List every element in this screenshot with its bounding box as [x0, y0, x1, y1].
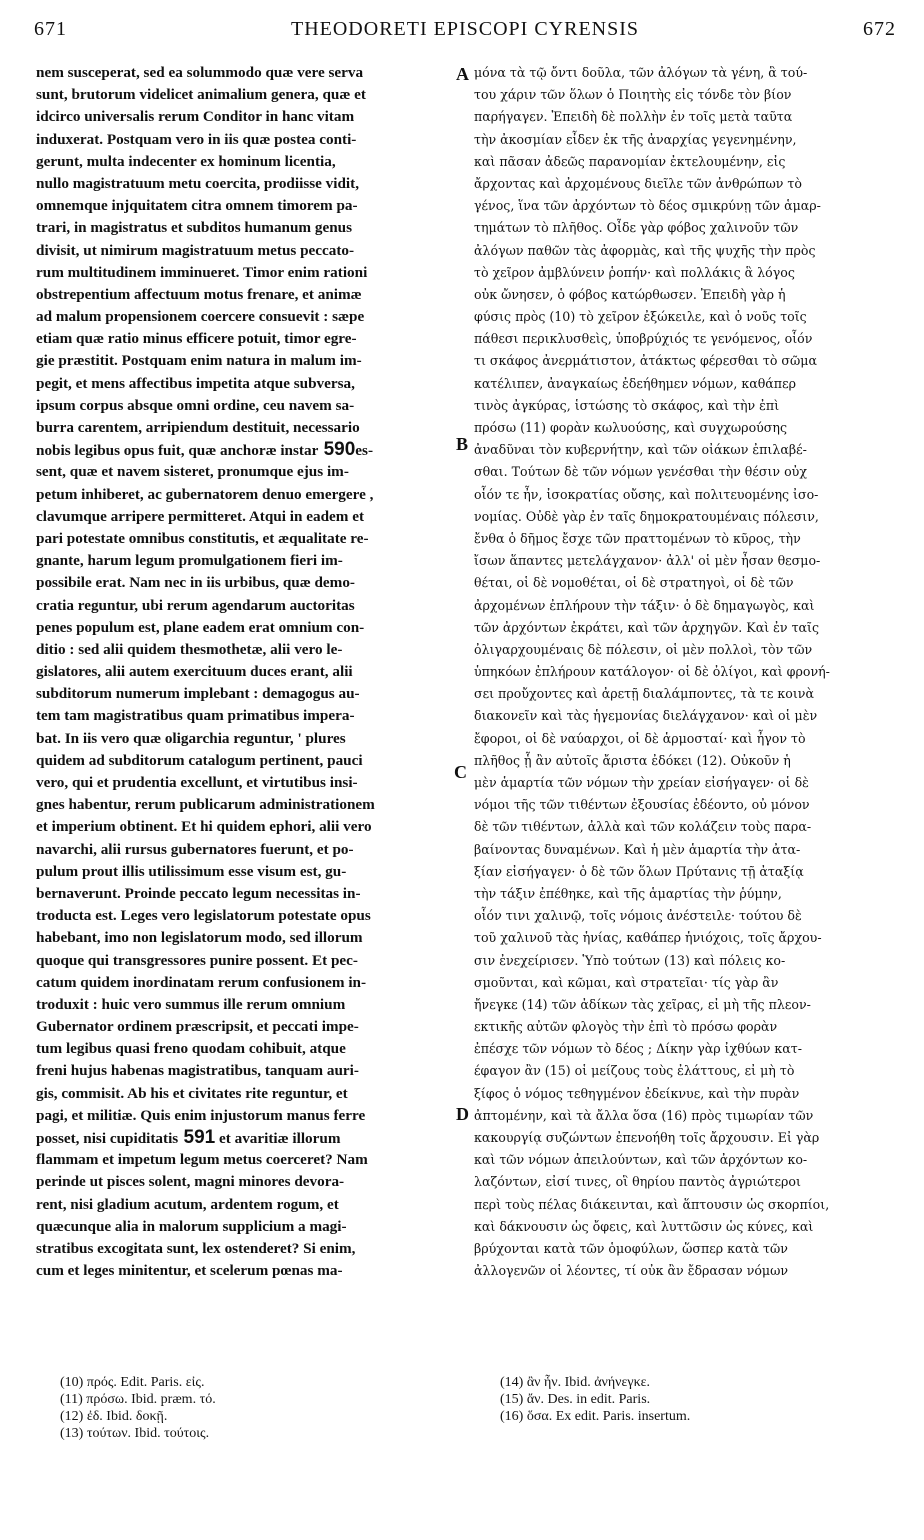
text-line: gislatores, alii autem exercituum duces erant, alii: [36, 663, 353, 681]
text-line: ditio : sed alii quidem thesmothetæ, alii vero le-: [36, 640, 343, 658]
text-line: βρύχονται κατὰ τῶν ὁμοφύλων, ὥσπερ κατὰ τῶν: [474, 1240, 788, 1256]
text-line: νόμοι τῆς τῶν τιθέντων ἐξουσίας ἐδέοντο, οὐ μόνον: [474, 797, 810, 813]
text-line: habebant, imo non legislatorum modo, sed illorum: [36, 929, 363, 947]
page-number-right: 672: [863, 18, 896, 40]
greek-text-column: [474, 62, 892, 1352]
text-line: stratibus excogitata sunt, lex ostenderet? Si enim,: [36, 1239, 356, 1257]
text-line: καὶ δάκνουσιν ὡς ὄφεις, καὶ λυττῶσιν ὡς κύνες, καὶ: [474, 1218, 814, 1234]
text-line: τι σκάφος ἀνερμάτιστον, ἀτάκτως φέρεσθαι τὸ σῶμα: [474, 353, 817, 369]
text-fragment: es-: [355, 442, 374, 460]
footnote: (15) ἄν. Des. in edit. Paris.: [500, 1392, 651, 1407]
running-header: [34, 14, 896, 44]
text-line: οἷόν τινι χαλινῷ, τοῖς νόμοις ἀνέστειλε· τούτου δὲ: [474, 908, 802, 924]
text-line: tum legibus quasi freno quodam cohibuit, atque: [36, 1040, 346, 1058]
text-line: gnes habentur, rerum publicarum administrationem: [36, 796, 375, 814]
margin-marker-b: B: [456, 434, 469, 454]
footnote: (13) τούτων. Ibid. τούτοις.: [60, 1426, 210, 1441]
text-line: πρόσω (11) φορὰν κωλυούσης, καὶ συγχωρούσης: [474, 420, 788, 435]
text-line: idcirco universalis rerum Conditor in hanc vitam: [36, 108, 355, 126]
text-line: induxerat. Postquam vero in iis quæ postea conti-: [36, 130, 357, 148]
running-title: THEODORETI EPISCOPI CYRENSIS: [290, 18, 640, 40]
text-line: nullo magistratuum metu coercita, prodiisse vidit,: [36, 174, 360, 192]
text-line: τὴν ἀκοσμίαν εἶδεν ἐκ τῆς ἀναρχίας γεγενημένην,: [474, 131, 797, 147]
text-line: τὸ χεῖρον ἀμβλύνειν ῥοπήν· καὶ πολλάκις ἃ λόγος: [474, 264, 795, 280]
text-line: gis, commisit. Ab his et civitates rite reguntur, et: [36, 1084, 348, 1102]
text-line: subditorum numerum implebant : demagogus au-: [36, 685, 360, 703]
text-line: περὶ τοὺς πέλας διάκεινται, καὶ ἅπτουσιν ὡς σκορπίοι,: [474, 1196, 830, 1212]
margin-marker-d: D: [456, 1104, 469, 1124]
text-line: flammam et impetum legum metus coerceret? Nam: [36, 1151, 368, 1169]
text-line: ξίφος ὁ νόμος τεθηγμένον ἐδείκνυε, καὶ τὴν πυρὰν: [474, 1085, 800, 1101]
page-number-left: 671: [34, 18, 67, 40]
footnote: (16) ὅσα. Ex edit. Paris. insertum.: [500, 1409, 691, 1424]
margin-marker-a: A: [456, 64, 469, 84]
text-line: ξίαν εἰσήγαγεν· ὁ δὲ τῶν ὅλων Πρύτανις τῇ ἀταξίᾳ: [474, 863, 804, 879]
text-line: cratia reguntur, ubi rerum agendarum auctoritas: [36, 596, 355, 614]
text-line: τῶν ἀρχόντων ἐκράτει, καὶ τῶν ἀρχηγῶν. Καὶ ἐν ταῖς: [474, 619, 820, 635]
text-line: μὲν ἁμαρτία τῶν νόμων τὴν χρείαν εἰσήγαγεν· οἱ δὲ: [474, 775, 809, 790]
text-line: troduxit : huic vero summus ille rerum omnium: [36, 995, 346, 1013]
text-line: posset, nisi cupiditatis 591 et avaritiæ illorum: [36, 1127, 341, 1148]
text-line: omnemque injquitatem citra omnem timorem pa-: [36, 197, 358, 215]
text-line: perinde ut pisces solent, magni minores devora-: [36, 1173, 345, 1191]
text-line: διακονεῖν καὶ τὰς ἡγεμονίας διελάγχανον· καὶ οἱ μὲν: [474, 708, 818, 724]
text-line: πλῆθος ᾗ ἂν αὐτοῖς ἄριστα ἐδόκει (12). Οὐκοῦν ἡ: [474, 752, 791, 768]
text-line: quidem ad subditorum catalogum pertinent, pauci: [36, 751, 363, 769]
text-line: ad malum propensionem coercere consuevit : sæpe: [36, 308, 365, 326]
text-line: εκτικῆς αὐτῶν φλογὸς τὴν ἐπὶ τὸ πρόσω φορὰν: [474, 1019, 778, 1035]
text-line: tem tam magistratibus quam primatibus impera-: [36, 707, 355, 725]
text-line: Gubernator ordinem præscripsit, et peccati impe-: [36, 1018, 359, 1036]
text-line: σθαι. Τούτων δὲ τῶν νόμων γενέσθαι τὴν θέσιν οὐχ: [474, 464, 807, 480]
footnotes-right: [500, 1374, 880, 1425]
text-line: troducta est. Leges vero legislatorum potestate opus: [36, 907, 371, 925]
text-line: σμοῦνται, καὶ κῶμαι, καὶ στρατεῖαι· τίς γὰρ ἂν: [474, 974, 779, 990]
latin-text-column: [36, 62, 455, 1352]
text-line: ὀλιγαρχουμέναις δὲ πόλεσιν, οἱ μὲν πολλοὶ, τὸν τῶν: [474, 641, 813, 657]
text-fragment: et avaritiæ illorum: [215, 1130, 341, 1147]
text-line: vero, qui et prudentia excellunt, et virtutibus insi-: [36, 774, 358, 791]
text-line: τημάτων τὸ πλῆθος. Οἶδε γὰρ φόβος χαλινοῦν τῶν: [474, 220, 799, 236]
text-line: ἄρχοντας καὶ ἀρχομένους διεῖλε τῶν ἀνθρώπων τὸ: [474, 175, 802, 191]
text-line: του χάριν τῶν ὅλων ὁ Ποιητὴς εἰς τόνδε τὸν βίον: [474, 87, 792, 103]
text-line: gerunt, multa indecenter ex hominum licentia,: [36, 152, 336, 170]
edition-page-number: 590: [318, 439, 356, 461]
text-line: divisit, ut nimirum magistratuum metus peccato-: [36, 241, 355, 259]
text-line: trari, in magistratus et subditos humanum genus: [36, 219, 353, 237]
text-line: σιν ἐνεχείρισεν. Ὑπὸ τούτων (13) καὶ πόλεις κο-: [474, 952, 786, 968]
text-line: pegit, et mens affectibus impetita atque subversa,: [36, 374, 355, 392]
text-line: φύσις πρὸς (10) τὸ χεῖρον ἐξώκειλε, καὶ ὁ νοῦς τοῖς: [474, 309, 807, 325]
text-line: bernaverunt. Proinde peccato legum necessitas in-: [36, 884, 361, 902]
text-line: κατέλιπεν, ἀναγκαίως ἐδεήθημεν νόμων, καθάπερ: [474, 375, 797, 391]
footnote: (14) ἂν ἦν. Ibid. ἀνήνεγκε.: [500, 1375, 651, 1390]
text-line: quæcunque alia in malorum supplicium a magi-: [36, 1217, 347, 1235]
text-line: οἷόν τε ἦν, ἰσοκρατίας οὔσης, καὶ πολιτευομένης ἰσο-: [474, 486, 819, 502]
text-line: etiam quæ ratio minus efficere potuit, timor egre-: [36, 330, 357, 348]
text-line: cum et leges minitentur, et scelerum pœnas ma-: [36, 1262, 343, 1280]
text-line: freni hujus habenas magistratibus, tanquam auri-: [36, 1062, 359, 1080]
text-line: burra carentem, arripiendum destituit, necessario: [36, 419, 360, 436]
text-line: et imperium obtinent. Et hi quidem ephori, alii vero: [36, 818, 372, 836]
text-line: ἔνθα ὁ δῆμος ἔσχε τῶν πραττομένων τὸ κῦρος, τὴν: [474, 530, 801, 546]
text-line: ἴσων ἅπαντες μετελάγχανον· ἀλλ' οἱ μὲν ἦσαν θεσμο-: [474, 553, 821, 569]
text-line: τοῦ χαλινοῦ τὰς ἡνίας, καθάπερ ἡνιόχοις, τοῖς ἄρχου-: [474, 930, 822, 946]
text-line: rent, nisi gladium acutum, ardentem rogum, et: [36, 1195, 339, 1213]
text-line: τὴν τάξιν ἐπέθηκε, καὶ τῆς ἁμαρτίας τὴν ῥύμην,: [474, 885, 782, 901]
text-line: penes populum est, plane eadem erat omnium con-: [36, 618, 365, 636]
text-line: possibile erat. Nam nec in iis urbibus, quæ demo-: [36, 574, 355, 592]
text-line: pari potestate omnibus constitutis, et æqualitate re-: [36, 529, 369, 547]
text-line: ἀλλογενῶν οἱ λέοντες, τί οὐκ ἂν ἔδρασαν νόμων: [474, 1263, 789, 1279]
text-line: ἐπέσχε τῶν νόμων τὸ δέος ; Δίκην γὰρ ἰχθύων κατ-: [474, 1041, 802, 1057]
text-line: βαίνοντας δυναμένων. Καὶ ἡ μὲν ἁμαρτία τὴν ἀτα-: [474, 841, 801, 857]
text-line: ipsum corpus absque omni ordine, ceu navem sa-: [36, 396, 355, 414]
text-line: clavumque arripere permitteret. Atqui in eadem et: [36, 507, 365, 525]
text-line: ἀπτομένην, καὶ τὰ ἄλλα ὅσα (16) πρὸς τιμωρίαν τῶν: [474, 1107, 814, 1123]
text-line: ὑπηκόων ἐπλήρουν κατάλογον· οἱ δὲ ὀλίγοι, καὶ φρονή-: [474, 664, 830, 680]
text-line: petum inhiberet, ac gubernatorem denuo emergere ,: [36, 485, 374, 503]
text-line: ἤνεγκε (14) τῶν ἀδίκων τὰς χεῖρας, εἰ μὴ τῆς πλεον-: [474, 996, 811, 1012]
text-line: οὐκ ὤνησεν, ὁ φόβος κατώρθωσεν. Ἐπειδὴ γὰρ ἡ: [474, 286, 786, 302]
text-line: τινὸς ἀγκύρας, ἱστώσης τὸ σκάφος, καὶ τὴν ἐπὶ: [474, 397, 780, 413]
text-line: gnante, harum legum promulgationem fieri im-: [36, 552, 343, 570]
text-line: sent, quæ et navem sisteret, pronumque ejus im-: [36, 463, 349, 481]
footnote: (11) πρόσω. Ibid. præm. τό.: [60, 1392, 216, 1407]
text-line: δὲ τῶν τιθέντων, ἀλλὰ καὶ τῶν κολάζειν τοὺς παρα-: [474, 819, 812, 835]
text-line: quoque qui transgressores punire possent. Et pec-: [36, 951, 358, 969]
text-line: καὶ τῶν νόμων ἀπειλούντων, καὶ τῶν ἀρχόντων κο-: [474, 1152, 808, 1168]
text-line: nem susceperat, sed ea solummodo quæ vere serva: [36, 64, 364, 81]
text-line: catum quidem inordinatam rerum confusionem in-: [36, 973, 367, 991]
text-line: καὶ πᾶσαν ἀδεῶς παρανομίαν ἐκτελουμένην, εἰς: [474, 153, 786, 169]
text-line: pulum prout illis utilissimum esse visum est, gu-: [36, 862, 347, 880]
text-line: πάθεσι περικλυσθεὶς, ὑποβρύχιός τε γενόμενος, οἷόν: [474, 331, 813, 347]
text-line: νομίας. Οὐδὲ γὰρ ἐν ταῖς δημοκρατουμέναις πόλεσιν,: [474, 508, 819, 524]
footnotes-left: [60, 1374, 440, 1442]
text-line: ἀναδῦναι τὸν κυβερνήτην, καὶ τῶν οἰάκων ἐπιλαβέ-: [474, 442, 807, 458]
edition-page-number: 591: [178, 1127, 216, 1148]
text-line: bat. In iis vero quæ oligarchia reguntur, ' plures: [36, 729, 346, 747]
text-line: pagi, et militiæ. Quis enim injustorum manus ferre: [36, 1106, 366, 1124]
text-line: nobis legibus opus fuit, quæ anchoræ instar 590es-: [36, 439, 374, 461]
text-line: obstrepentium affectuum motus frenare, et animæ: [36, 285, 362, 303]
text-line: rum multitudinem imminueret. Timor enim rationi: [36, 263, 368, 281]
text-line: σει προὔχοντες καὶ ἀρετῇ διαλάμποντες, τὰ τε κοινὰ: [474, 686, 814, 702]
footnote: (12) ἐδ. Ibid. δοκῇ.: [60, 1409, 168, 1424]
footnote: (10) πρός. Edit. Paris. εἰς.: [60, 1375, 205, 1390]
text-line: μόνα τὰ τῷ ὄντι δοῦλα, τῶν ἀλόγων τὰ γένη, ἃ τού-: [474, 65, 808, 80]
text-line: γένος, ἵνα τῶν ἀρχόντων τὸ δέος σμικρύνῃ τῶν ἁμαρ-: [474, 198, 821, 214]
text-line: gie præstitit. Postquam enim natura in malum im-: [36, 352, 362, 370]
text-line: λαζόντων, εἰσί τινες, οἳ θηρίου παντὸς ἀγριώτεροι: [474, 1174, 801, 1190]
text-line: sunt, brutorum videlicet animalium genera, quæ et: [36, 86, 366, 104]
text-line: κακουργίᾳ συζώντων ἐπενοήθη τοῖς ἄρχουσιν. Εἰ γὰρ: [474, 1130, 820, 1145]
text-line: θέται, οἱ δὲ νομοθέται, οἱ δὲ στρατηγοὶ, οἱ δὲ τῶν: [474, 575, 794, 591]
text-line: ἔφοροι, οἱ δὲ ναύαρχοι, οἱ δὲ ἁρμοσταί· καὶ ἦγον τὸ: [474, 730, 806, 746]
text-line: ἀλόγων παθῶν τὰς ἀφορμὰς, καὶ τῆς ψυχῆς τὴν πρὸς: [474, 242, 816, 258]
text-line: έφαγον ἂν (15) οἱ μείζους τοὺς ἐλάττους, εἰ μὴ τὸ: [474, 1063, 795, 1079]
margin-marker-c: C: [454, 762, 467, 782]
text-line: ἀρχομένων ἐπλήρουν τὴν τάξιν· ὁ δὲ δημαγωγὸς, καὶ: [474, 597, 815, 613]
text-line: παρήγαγεν. Ἐπειδὴ δὲ πολλὴν ἐν τοῖς μετὰ ταῦτα: [474, 109, 793, 125]
text-line: navarchi, alii rursus gubernatores fuerunt, et po-: [36, 840, 354, 858]
